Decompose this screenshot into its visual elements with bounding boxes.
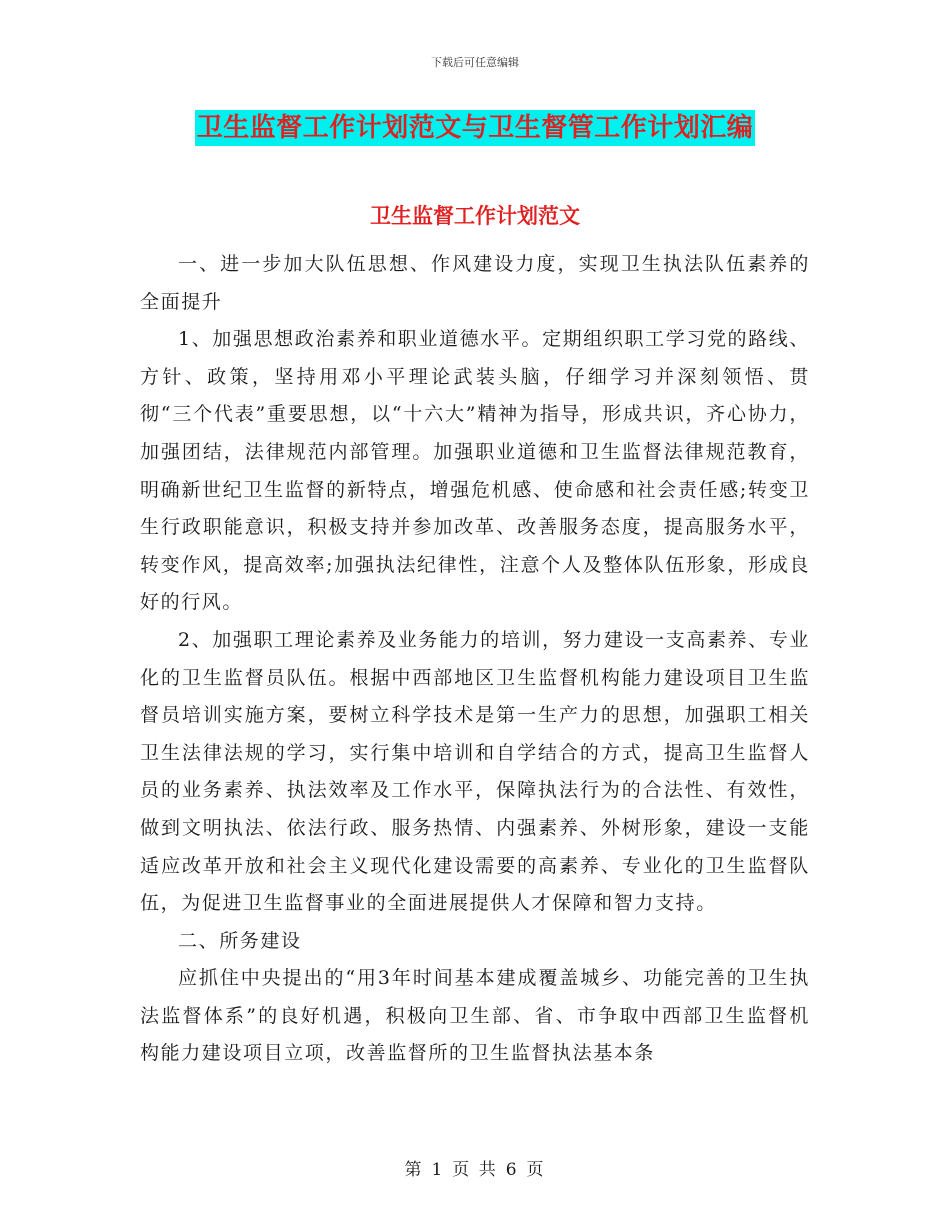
footer-page-total: 6 (505, 1160, 519, 1180)
section-title: 卫生监督工作计划范文 (370, 204, 580, 228)
paragraph-3: 2、加强职工理论素养及业务能力的培训，努力建设一支高素养、专业化的卫生监督员队伍。根据中西部地区卫生监督机构能力建设项目卫生监督员培训实施方案，要树立科学技术是第一生产力的思想，加强职工相关卫生法律法规的学习，实行集中培训和自学结合的方式，提高卫生监督人员的业务素养、执法效率及工作水平，保障执法行为的合法性、有效性，做到文明执法、依法行政、服务热情、内强素养、外树形象，建设一支能适应改革开放和社会主义现代化建设需要的高素养、专业化的卫生监督队伍，为促进卫生监督事业的全面进展提供人才保障和智力支持。 (140, 628, 810, 915)
paragraph-4: 二、所务建设 (178, 929, 302, 952)
paragraph-2: 1、加强思想政治素养和职业道德水平。定期组织职工学习党的路线、方针、政策，坚持用邓小平理论武装头脑，仔细学习并深刻领悟、贯彻“三个代表”重要思想，以“十六大”精神为指导，形成共识，齐心协力，加强团结，法律规范内部管理。加强职业道德和卫生监督法律规范教育，明确新世纪卫生监督的新特点，增强危机感、使命感和社会责任感;转变卫生行政职能意识，积极支持并参加改革、改善服务态度，提高服务水平，转变作风，提高效率;加强执法纪律性，注意个人及整体队伍形象，形成良好的行风。 (140, 328, 810, 614)
header-note: 下载后可任意编辑 (431, 56, 519, 69)
footer-page-suffix: 页 (526, 1160, 546, 1180)
paragraph-5: 应抓住中央提出的“用3年时间基本建成覆盖城乡、功能完善的卫生执法监督体系”的良好机遇，积极向卫生部、省、市争取中西部卫生监督机构能力建设项目立项，改善监督所的卫生监督执法基本条 (140, 967, 810, 1065)
paragraph-1: 一、进一步加大队伍思想、作风建设力度，实现卫生执法队伍素养的全面提升 (140, 253, 810, 313)
main-title: 卫生监督工作计划范文与卫生督管工作计划汇编 (195, 110, 756, 146)
footer-page-prefix: 第 (404, 1160, 424, 1180)
document-body (140, 246, 810, 1073)
page-footer (0, 1155, 950, 1180)
footer-page-middle: 页 共 (452, 1160, 498, 1180)
footer-page-number: 1 (431, 1160, 445, 1180)
main-title-wrap (0, 110, 950, 146)
